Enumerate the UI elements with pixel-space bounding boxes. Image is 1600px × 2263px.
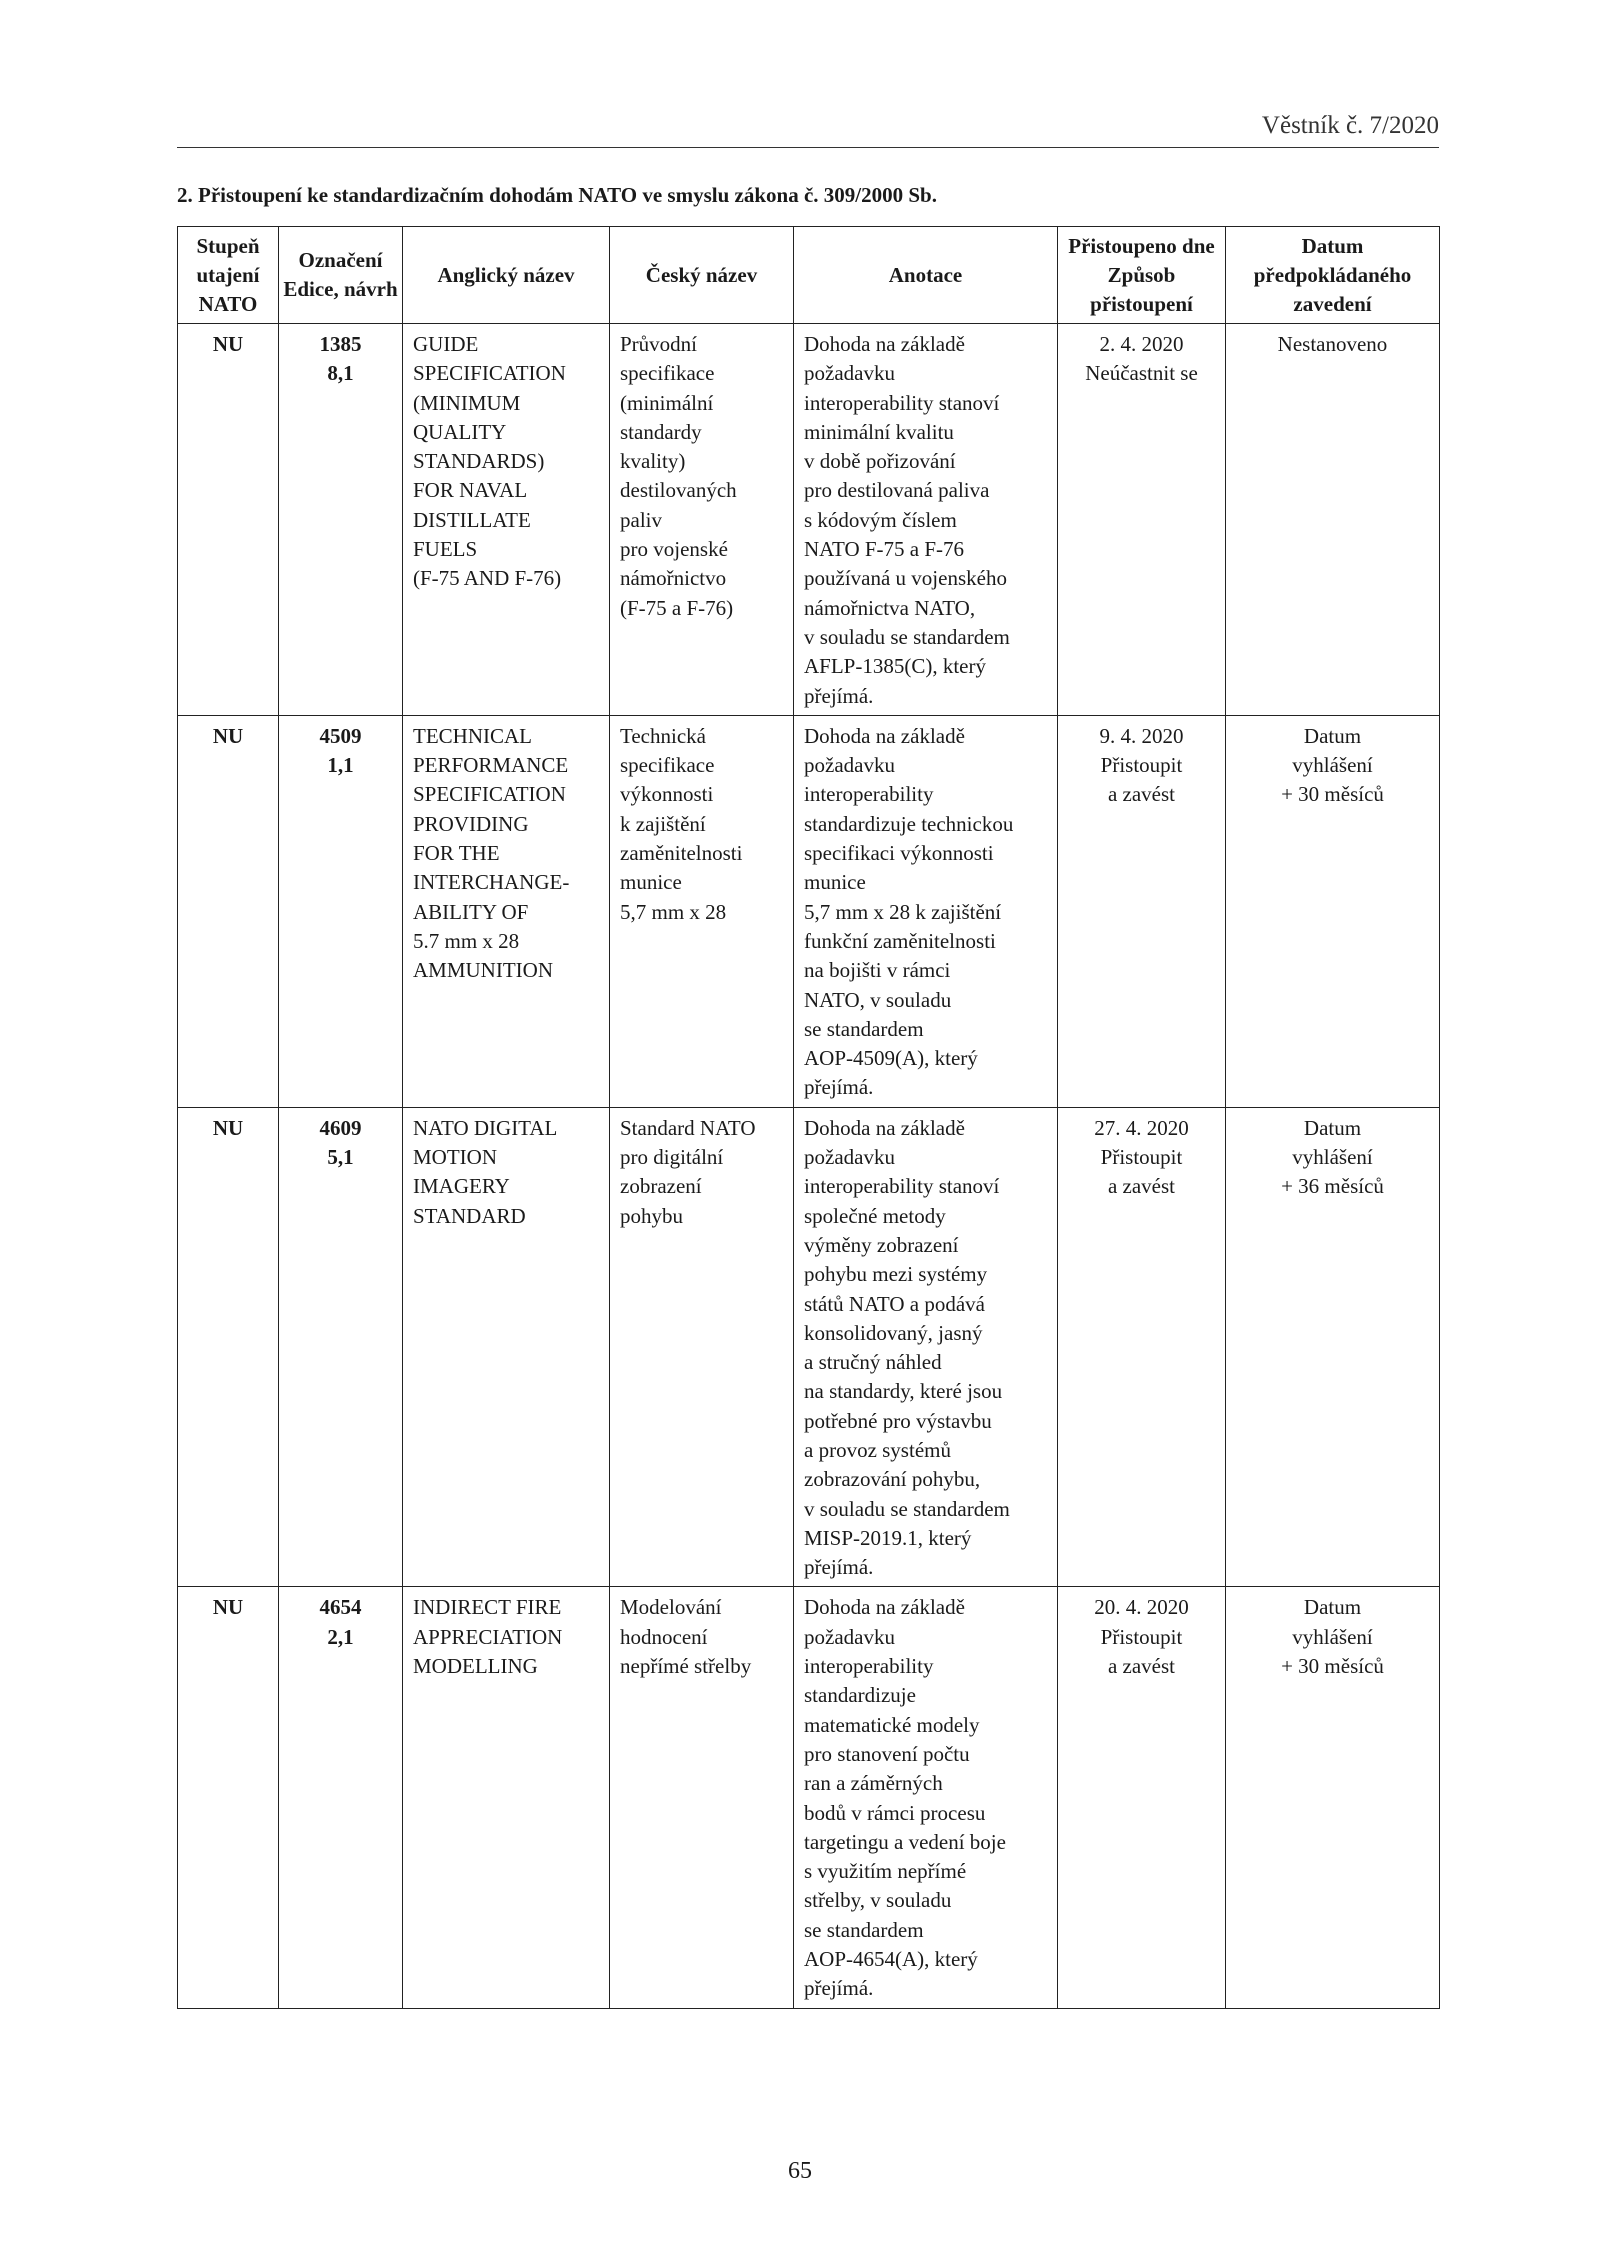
cell-line: Dohoda na základě <box>804 723 965 748</box>
header-accession <box>1058 227 1226 324</box>
cell-line: Přistoupit <box>1100 1145 1183 1170</box>
cell-line: 27. 4. 2020 <box>1094 1115 1189 1140</box>
cell-english-name <box>403 324 610 716</box>
cell-implementation <box>1226 1587 1440 2008</box>
cell-line: se standardem <box>804 1016 924 1041</box>
cell-line: standardy <box>620 419 702 444</box>
cell-line: NU <box>212 1595 244 1620</box>
header-line: přistoupení <box>1090 291 1193 316</box>
cell-line: interoperability stanoví <box>804 390 1000 415</box>
cell-english-name <box>403 1107 610 1587</box>
cell-line: požadavku <box>804 1624 895 1649</box>
cell-line: PROVIDING <box>413 811 529 836</box>
cell-line: Přistoupit <box>1100 1624 1183 1649</box>
cell-line: standardizuje technickou <box>804 811 1014 836</box>
cell-czech-name <box>610 1107 794 1587</box>
cell-line: INDIRECT FIRE <box>413 1595 562 1620</box>
cell-designation <box>279 1587 403 2008</box>
cell-line: s využitím nepřímé <box>804 1859 967 1884</box>
cell-line: matematické modely <box>804 1712 980 1737</box>
cell-line: pohybu <box>620 1203 683 1228</box>
cell-line: 1,1 <box>327 753 354 778</box>
cell-line: (F-75 a F-76) <box>620 595 734 620</box>
cell-line: 2,1 <box>327 1624 354 1649</box>
cell-designation <box>279 1107 403 1587</box>
header-line: utajení <box>196 262 260 287</box>
cell-line: munice <box>620 870 682 895</box>
cell-line: bodů v rámci procesu <box>804 1800 986 1825</box>
cell-line: a zavést <box>1107 782 1176 807</box>
cell-line: AOP-4509(A), který <box>804 1046 978 1071</box>
table-row <box>178 715 1440 1107</box>
cell-line: Přistoupit <box>1100 753 1183 778</box>
cell-line: přejímá. <box>804 683 874 708</box>
cell-line: 5.7 mm x 28 <box>413 928 520 953</box>
cell-english-name <box>403 1587 610 2008</box>
cell-line: pohybu mezi systémy <box>804 1262 988 1287</box>
table-row <box>178 324 1440 716</box>
cell-line: destilovaných <box>620 478 737 503</box>
cell-line: hodnocení <box>620 1624 708 1649</box>
header-line: Přistoupeno dne <box>1068 233 1215 258</box>
cell-line: Technická <box>620 723 706 748</box>
cell-line: SPECIFICATION <box>413 361 566 386</box>
cell-line: 2. 4. 2020 <box>1099 332 1184 356</box>
cell-line: v souladu se standardem <box>804 624 1010 649</box>
cell-annotation <box>794 324 1058 716</box>
cell-line: nepřímé střelby <box>620 1654 752 1679</box>
cell-line: potřebné pro výstavbu <box>804 1408 992 1433</box>
cell-line: výkonnosti <box>620 782 714 807</box>
header-line: NATO <box>198 291 258 316</box>
cell-line: Neúčastnit se <box>1085 361 1198 386</box>
cell-line: pro stanovení počtu <box>804 1741 970 1766</box>
cell-line: (MINIMUM <box>413 390 521 415</box>
cell-line: QUALITY <box>413 419 507 444</box>
cell-line: vyhlášení <box>1292 1624 1373 1649</box>
cell-line: 9. 4. 2020 <box>1099 723 1184 748</box>
bulletin-title: Věstník č. 7/2020 <box>1261 112 1439 139</box>
cell-line: NU <box>212 332 244 356</box>
cell-line: zobrazování pohybu, <box>804 1467 981 1492</box>
cell-line: v době pořizování <box>804 449 956 474</box>
cell-line: střelby, v souladu <box>804 1888 952 1913</box>
cell-accession <box>1058 1107 1226 1587</box>
cell-line: států NATO a podává <box>804 1291 985 1316</box>
header-line: zavedení <box>1293 291 1372 316</box>
cell-line: Nestanoveno <box>1277 332 1388 356</box>
cell-line: požadavku <box>804 1145 895 1170</box>
cell-line: specifikaci výkonnosti <box>804 841 994 866</box>
header-designation <box>279 227 403 324</box>
cell-line: interoperability stanoví <box>804 1174 1000 1199</box>
cell-line: 5,7 mm x 28 k zajištění <box>804 899 1002 924</box>
page-header <box>177 110 1439 148</box>
cell-line: Standard NATO <box>620 1115 756 1140</box>
cell-line: FOR NAVAL <box>413 478 528 503</box>
cell-line: AFLP-1385(C), který <box>804 654 986 679</box>
header-level <box>178 227 279 324</box>
cell-czech-name <box>610 715 794 1107</box>
cell-line: ran a záměrných <box>804 1771 943 1796</box>
cell-line: používaná u vojenského <box>804 566 1007 591</box>
cell-line: Datum <box>1303 1115 1362 1140</box>
cell-line: 1385 <box>319 332 362 356</box>
cell-annotation <box>794 1107 1058 1587</box>
cell-line: Dohoda na základě <box>804 1595 965 1620</box>
cell-implementation <box>1226 1107 1440 1587</box>
cell-line: IMAGERY <box>413 1174 510 1199</box>
cell-line: specifikace <box>620 753 715 778</box>
cell-line: MISP-2019.1, který <box>804 1525 972 1550</box>
cell-line: STANDARD <box>413 1203 526 1228</box>
cell-line: STANDARDS) <box>413 449 545 474</box>
cell-line: s kódovým číslem <box>804 507 957 532</box>
header-line: Stupeň <box>196 233 260 258</box>
cell-line: + 30 měsíců <box>1281 782 1384 807</box>
cell-line: zaměnitelnosti <box>620 841 743 866</box>
cell-line: FOR THE <box>413 841 500 866</box>
header-czech-name <box>610 227 794 324</box>
cell-line: a zavést <box>1107 1654 1176 1679</box>
cell-accession <box>1058 1587 1226 2008</box>
header-line: Způsob <box>1107 262 1176 287</box>
cell-line: 5,1 <box>327 1145 354 1170</box>
cell-line: zobrazení <box>620 1174 702 1199</box>
header-implementation <box>1226 227 1440 324</box>
table-row <box>178 1587 1440 2008</box>
cell-line: společné metody <box>804 1203 946 1228</box>
cell-line: (minimální <box>620 390 714 415</box>
header-line: Český název <box>645 262 758 287</box>
header-annotation <box>794 227 1058 324</box>
cell-line: 4609 <box>319 1115 362 1140</box>
cell-line: NATO, v souladu <box>804 987 952 1012</box>
cell-line: (F-75 AND F-76) <box>413 566 562 591</box>
cell-line: Průvodní <box>620 332 698 356</box>
cell-accession <box>1058 324 1226 716</box>
cell-line: a provoz systémů <box>804 1437 951 1462</box>
cell-line: a stručný náhled <box>804 1350 942 1375</box>
cell-implementation <box>1226 715 1440 1107</box>
cell-line: paliv <box>620 507 662 532</box>
cell-line: munice <box>804 870 866 895</box>
cell-line: interoperability <box>804 1654 934 1679</box>
cell-line: + 36 měsíců <box>1281 1174 1384 1199</box>
cell-level <box>178 1587 279 2008</box>
cell-line: PERFORMANCE <box>413 753 569 778</box>
table-row <box>178 1107 1440 1587</box>
cell-level <box>178 1107 279 1587</box>
cell-line: námořnictva NATO, <box>804 595 976 620</box>
cell-czech-name <box>610 1587 794 2008</box>
cell-line: NU <box>212 1115 244 1140</box>
cell-line: FUELS <box>413 537 478 562</box>
cell-czech-name <box>610 324 794 716</box>
cell-implementation <box>1226 324 1440 716</box>
cell-line: v souladu se standardem <box>804 1496 1010 1521</box>
cell-line: Datum <box>1303 723 1362 748</box>
cell-line: pro vojenské <box>620 537 728 562</box>
cell-accession <box>1058 715 1226 1107</box>
cell-line: + 30 měsíců <box>1281 1654 1384 1679</box>
cell-line: AMMUNITION <box>413 958 553 983</box>
cell-annotation <box>794 715 1058 1107</box>
cell-line: 20. 4. 2020 <box>1094 1595 1189 1620</box>
cell-line: námořnictvo <box>620 566 727 591</box>
cell-line: vyhlášení <box>1292 753 1373 778</box>
cell-line: Modelování <box>620 1595 722 1620</box>
cell-line: pro digitální <box>620 1145 724 1170</box>
header-line: Anglický název <box>437 262 575 287</box>
cell-line: MODELLING <box>413 1654 538 1679</box>
header-english-name <box>403 227 610 324</box>
cell-line: a zavést <box>1107 1174 1176 1199</box>
cell-line: na standardy, které jsou <box>804 1379 1003 1404</box>
cell-line: NATO F-75 a F-76 <box>804 537 965 562</box>
cell-line: 4654 <box>319 1595 362 1620</box>
cell-line: funkční zaměnitelnosti <box>804 928 996 953</box>
cell-line: MOTION <box>413 1145 497 1170</box>
table-header-row <box>178 227 1440 324</box>
cell-english-name <box>403 715 610 1107</box>
cell-designation <box>279 715 403 1107</box>
cell-level <box>178 324 279 716</box>
cell-line: targetingu a vedení boje <box>804 1829 1006 1854</box>
cell-line: NATO DIGITAL <box>413 1115 558 1140</box>
cell-line: interoperability <box>804 782 934 807</box>
cell-line: APPRECIATION <box>413 1624 563 1649</box>
header-line: Označení <box>298 248 383 272</box>
cell-line: k zajištění <box>620 811 706 836</box>
cell-designation <box>279 324 403 716</box>
cell-line: INTERCHANGE- <box>413 870 570 895</box>
cell-line: NU <box>212 723 244 748</box>
cell-line: standardizuje <box>804 1683 916 1708</box>
cell-line: požadavku <box>804 361 895 386</box>
cell-line: na bojišti v rámci <box>804 958 951 983</box>
cell-line: minimální kvalitu <box>804 419 954 444</box>
cell-line: se standardem <box>804 1917 924 1942</box>
cell-line: Datum <box>1303 1595 1362 1620</box>
header-line: Datum <box>1301 233 1364 258</box>
header-line: Edice, návrh <box>283 277 398 301</box>
cell-line: kvality) <box>620 449 686 474</box>
cell-line: Dohoda na základě <box>804 1115 965 1140</box>
cell-line: pro destilovaná paliva <box>804 478 990 503</box>
cell-line: vyhlášení <box>1292 1145 1373 1170</box>
cell-line: přejímá. <box>804 1075 874 1100</box>
cell-level <box>178 715 279 1107</box>
cell-line: GUIDE <box>413 332 479 356</box>
standards-table <box>177 226 1440 2009</box>
cell-line: požadavku <box>804 753 895 778</box>
header-line: Anotace <box>888 262 963 287</box>
cell-annotation <box>794 1587 1058 2008</box>
cell-line: 8,1 <box>327 361 354 386</box>
cell-line: 5,7 mm x 28 <box>620 899 727 924</box>
cell-line: DISTILLATE <box>413 507 531 532</box>
cell-line: přejímá. <box>804 1555 874 1580</box>
cell-line: AOP-4654(A), který <box>804 1947 978 1972</box>
cell-line: přejímá. <box>804 1976 874 2001</box>
cell-line: TECHNICAL <box>413 723 532 748</box>
cell-line: konsolidovaný, jasný <box>804 1320 983 1345</box>
cell-line: výměny zobrazení <box>804 1232 959 1257</box>
cell-line: specifikace <box>620 361 715 386</box>
section-title: 2. Přistoupení ke standardizačním dohodám NATO ve smyslu zákona č. 309/2000 Sb. <box>177 183 937 207</box>
cell-line: Dohoda na základě <box>804 332 965 356</box>
header-line: předpokládaného <box>1253 262 1412 287</box>
cell-line: 4509 <box>319 723 362 748</box>
cell-line: ABILITY OF <box>413 899 529 924</box>
cell-line: SPECIFICATION <box>413 782 566 807</box>
page-number: 65 <box>788 2158 812 2184</box>
